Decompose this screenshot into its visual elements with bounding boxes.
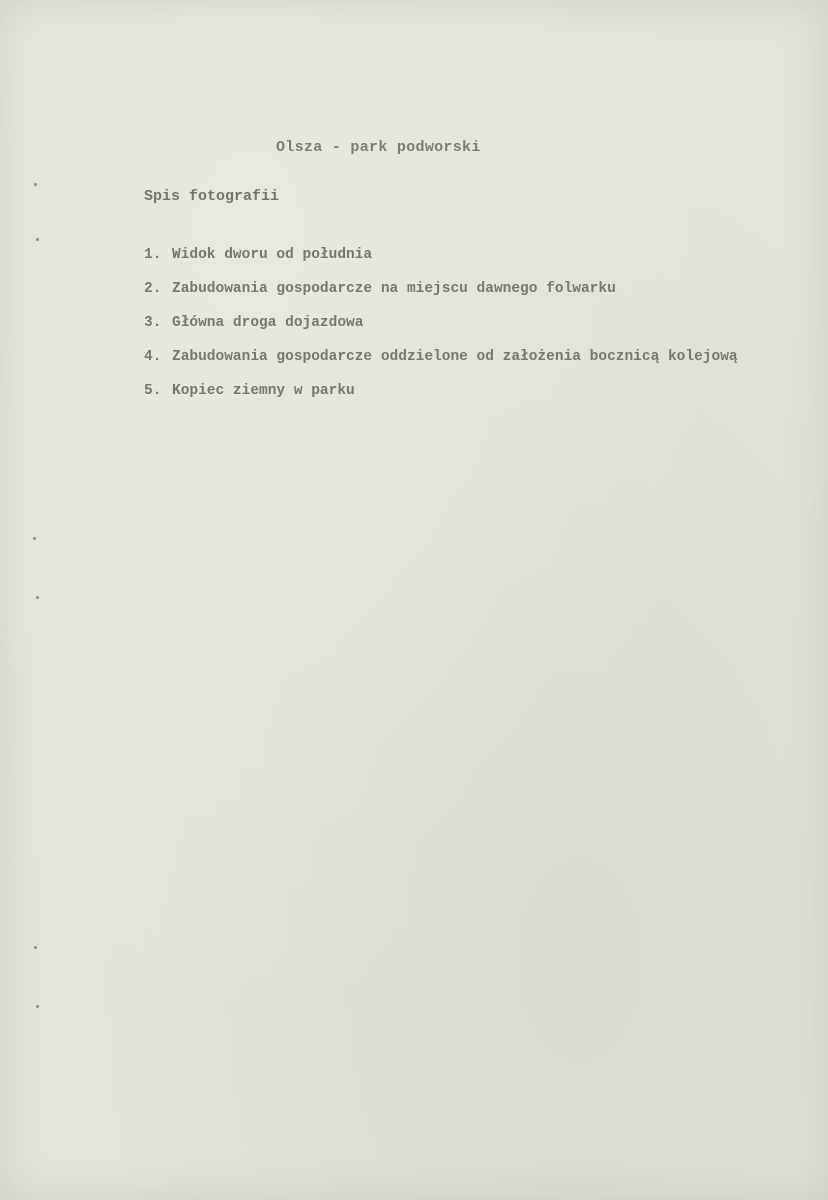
margin-mark (33, 537, 36, 540)
section-heading: Spis fotografii (144, 188, 280, 205)
margin-mark (34, 183, 37, 186)
list-item (144, 374, 774, 408)
item-number: 5. (144, 383, 162, 399)
list-item (144, 272, 774, 306)
item-text: Główna droga dojazdowa (172, 315, 364, 331)
item-number: 4. (144, 349, 162, 365)
item-text: Zabudowania gospodarcze na miejscu dawnego folwarku (172, 281, 616, 297)
photo-list (144, 238, 774, 408)
margin-mark (36, 1005, 39, 1008)
margin-mark (36, 238, 39, 241)
item-text: Zabudowania gospodarcze oddzielone od założenia bocznicą kolejową (172, 349, 738, 365)
list-item (144, 238, 774, 272)
item-text: Widok dworu od południa (172, 247, 373, 263)
list-item (144, 306, 774, 340)
margin-mark (34, 946, 37, 949)
margin-mark (36, 596, 39, 599)
list-item (144, 340, 774, 374)
item-number: 3. (144, 315, 162, 331)
item-text: Kopiec ziemny w parku (172, 383, 355, 399)
page-title: Olsza - park podworski (276, 139, 481, 156)
item-number: 2. (144, 281, 162, 297)
item-number: 1. (144, 247, 162, 263)
